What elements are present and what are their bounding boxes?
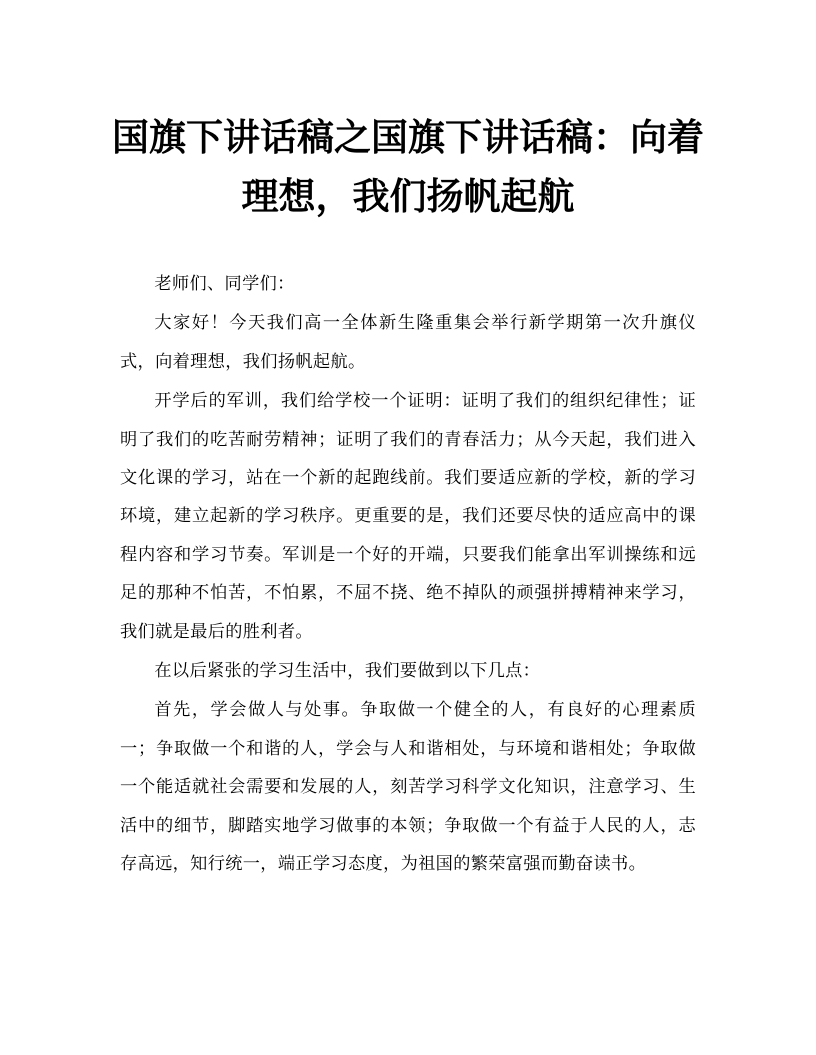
paragraph-military-training: 开学后的军训，我们给学校一个证明：证明了我们的组织纪律性；证明了我们的吃苦耐劳精神；证明了我们的青春活力；从今天起，我们进入文化课的学习，站在一个新的起跑线前。我们要适应新的学校，新的学习环境，建立起新的学习秩序。更重要的是，我们还要尽快的适应高中的课程内容和学习节奏。军训是一个好的开端，只要我们能拿出军训操练和远足的那种不怕苦，不怕累，不屈不挠、绝不掉队的顽强拼搏精神来学习，我们就是最后的胜利者。: [120, 391, 696, 642]
paragraph-salutation: 老师们、同学们：: [154, 274, 295, 294]
document-body: [120, 265, 696, 885]
paragraph-points-intro: 在以后紧张的学习生活中，我们要做到以下几点：: [154, 661, 541, 682]
paragraph-first-point: 首先，学会做人与处事。争取做一个健全的人，有良好的心理素质一；争取做一个和谐的人，学会与人和谐相处，与环境和谐相处；争取做一个能适就社会需要和发展的人，刻苦学习科学文化知识，注意学习、生活中的细节，脚踏实地学习做事的本领；争取做一个有益于人民的人，志存高远，知行统一，端正学习态度，为祖国的繁荣富强而勤奋读书。: [120, 700, 696, 875]
paragraph-greeting: 大家好！今天我们高一全体新生隆重集会举行新学期第一次升旗仪式，向着理想，我们扬帆起航。: [120, 313, 696, 372]
document-title: 国旗下讲话稿之国旗下讲话稿：向着理想，我们扬帆起航: [112, 115, 704, 218]
